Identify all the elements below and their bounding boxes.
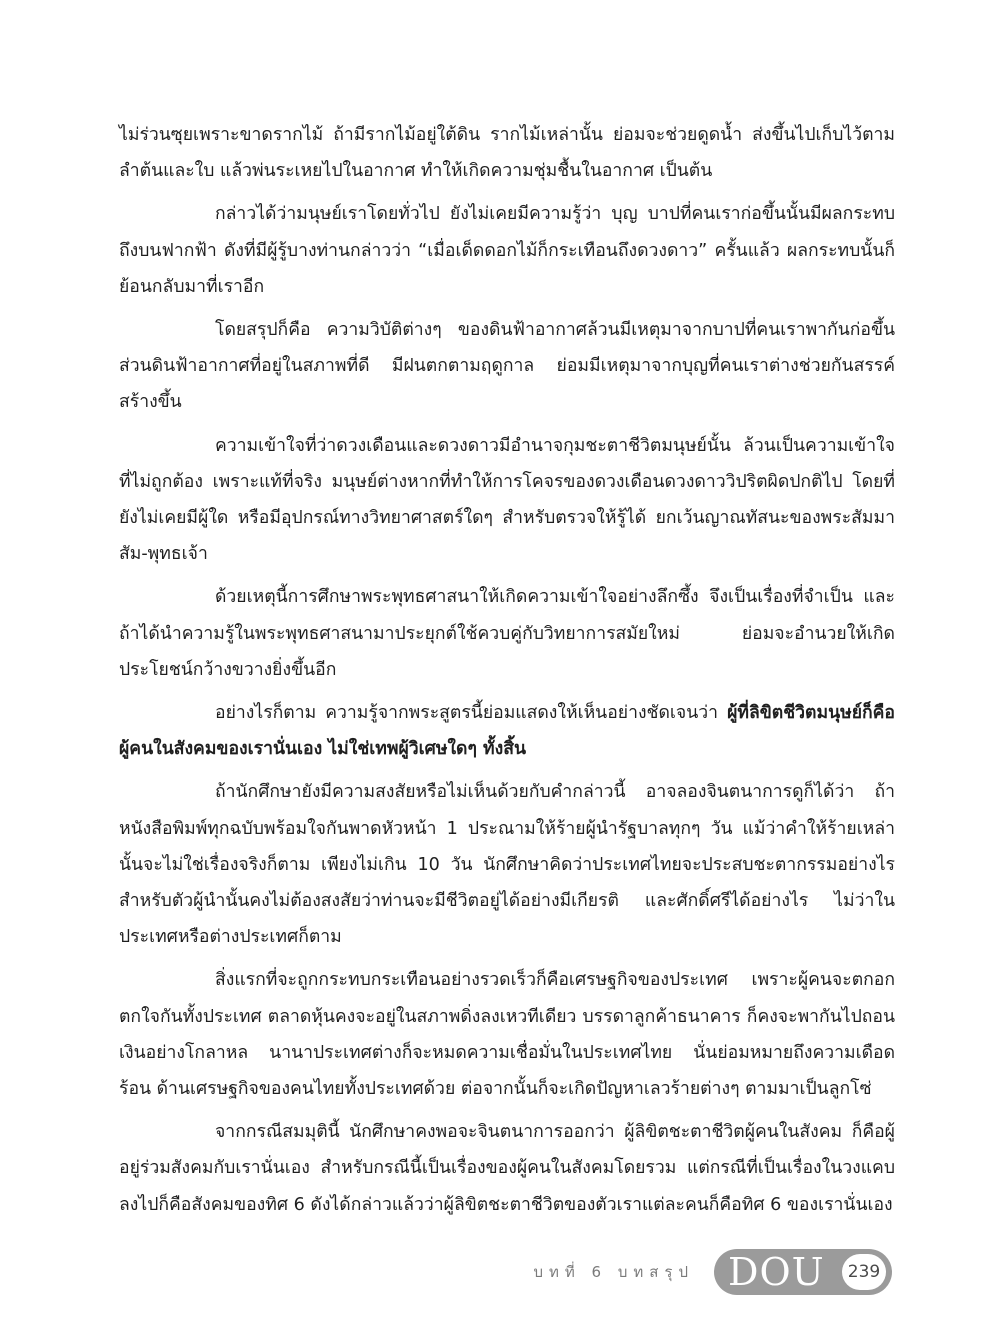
page-number: 239	[842, 1254, 886, 1290]
paragraph: ความเข้าใจที่ว่าดวงเดือนและดวงดาวมีอำนาจกุมชะตาชีวิตมนุษย์นั้น ล้วนเป็นความเข้าใจที่ไม่ถูกต้อง เพราะแท้ที่จริง มนุษย์ต่างหากที่ทำให้การโคจรของดวงเดือนดวงดาววิปริตผิดปกติไป โดยที่ยังไม่เคยมีผู้ใด หรือมีอุปกรณ์ทางวิทยาศาสตร์ใดๆ สำหรับตรวจให้รู้ได้ ยกเว้นญาณทัสนะของพระสัมมาสัม-พุทธเจ้า	[119, 435, 895, 565]
dou-logo-text: DOU	[728, 1250, 825, 1294]
paragraph-with-emphasis	[119, 695, 895, 767]
paragraph: ถ้านักศึกษายังมีความสงสัยหรือไม่เห็นด้วยกับคำกล่าวนี้ อาจลองจินตนาการดูก็ได้ว่า ถ้าหนังสือพิมพ์ทุกฉบับพร้อมใจกันพาดหัวหน้า 1 ประณามให้ร้ายผู้นำรัฐบาลทุกๆ วัน แม้ว่าคำให้ร้ายเหล่านั้นจะไม่ใช่เรื่องจริงก็ตาม เพียงไม่เกิน 10 วัน นักศึกษาคิดว่าประเทศไทยจะประสบชะตากรรมอย่างไร สำหรับตัวผู้นำนั้นคงไม่ต้องสงสัยว่าท่านจะมีชีวิตอยู่ได้อย่างมีเกียรติ และศักดิ์ศรีได้อย่างไร ไม่ว่าในประเทศหรือต่างประเทศก็ตาม	[119, 782, 895, 948]
paragraph: กล่าวได้ว่ามนุษย์เราโดยทั่วไป ยังไม่เคยมีความรู้ว่า บุญ บาปที่คนเราก่อขึ้นนั้นมีผลกระทบถึงบนฟากฟ้า ดังที่มีผู้รู้บางท่านกล่าวว่า “เมื่อเด็ดดอกไม้ก็กระเทือนถึงดวงดาว” ครั้นแล้ว ผลกระทบนั้นก็ย้อนกลับมาที่เราอีก	[119, 204, 895, 297]
paragraph: จากกรณีสมมุตินี้ นักศึกษาคงพอจะจินตนาการออกว่า ผู้ลิขิตชะตาชีวิตผู้คนในสังคม ก็คือผู้อยู่ร่วมสังคมกับเรานั่นเอง สำหรับกรณีนี้เป็นเรื่องของผู้คนในสังคมโดยรวม แต่กรณีที่เป็นเรื่องในวงแคบลงไปก็คือสังคมของทิศ 6 ดังได้กล่าวแล้วว่าผู้ลิขิตชะตาชีวิตของตัวเราแต่ละคนก็คือทิศ 6 ของเรานั่นเอง	[119, 1122, 895, 1215]
paragraph-lead-text: อย่างไรก็ตาม ความรู้จากพระสูตรนี้ย่อมแสดงให้เห็นอย่างชัดเจนว่า	[215, 703, 728, 724]
chapter-label: บทที่ 6 บทสรุป	[533, 1263, 694, 1281]
paragraph: ด้วยเหตุนี้การศึกษาพระพุทธศาสนาให้เกิดความเข้าใจอย่างลึกซึ้ง จึงเป็นเรื่องที่จำเป็น และถ้าได้นำความรู้ในพระพุทธศาสนามาประยุกต์ใช้ควบคู่กับวิทยาการสมัยใหม่ ย่อมจะอำนวยให้เกิดประโยชน์กว้างขวางยิ่งขึ้นอีก	[119, 587, 895, 680]
paragraph-continuation: ไม่ร่วนซุยเพราะขาดรากไม้ ถ้ามีรากไม้อยู่ใต้ดิน รากไม้เหล่านั้น ย่อมจะช่วยดูดน้ำ ส่งขึ้นไปเก็บไว้ตามลำต้นและใบ แล้วพ่นระเหยไปในอากาศ ทำให้เกิดความชุ่มชื้นในอากาศ เป็นต้น	[119, 125, 895, 182]
paragraph: โดยสรุปก็คือ ความวิบัติต่างๆ ของดินฟ้าอากาศล้วนมีเหตุมาจากบาปที่คนเราพากันก่อขึ้น ส่วนดินฟ้าอากาศที่อยู่ในสภาพที่ดี มีฝนตกตามฤดูกาล ย่อมมีเหตุมาจากบุญที่คนเราต่างช่วยกันสรรค์สร้างขึ้น	[119, 320, 895, 413]
page-body	[119, 117, 895, 1223]
bold-emphasis-text: ผู้ที่ลิขิตชีวิตมนุษย์ก็คือผู้คนในสังคมของเรานั่นเอง ไม่ใช่เทพผู้วิเศษใดๆ ทั้งสิ้น	[119, 703, 895, 760]
dou-logo	[714, 1249, 892, 1295]
page-footer	[533, 1247, 892, 1297]
paragraph: สิ่งแรกที่จะถูกกระทบกระเทือนอย่างรวดเร็วก็คือเศรษฐกิจของประเทศ เพราะผู้คนจะตกอกตกใจกันทั้งประเทศ ตลาดหุ้นคงจะอยู่ในสภาพดิ่งลงเหวทีเดียว บรรดาลูกค้าธนาคาร ก็คงจะพากันไปถอนเงินอย่างโกลาหล นานาประเทศต่างก็จะหมดความเชื่อมั่นในประเทศไทย นั่นย่อมหมายถึงความเดือดร้อน ด้านเศรษฐกิจของคนไทยทั้งประเทศด้วย ต่อจากนั้นก็จะเกิดปัญหาเลวร้ายต่างๆ ตามมาเป็นลูกโซ่	[119, 970, 895, 1100]
